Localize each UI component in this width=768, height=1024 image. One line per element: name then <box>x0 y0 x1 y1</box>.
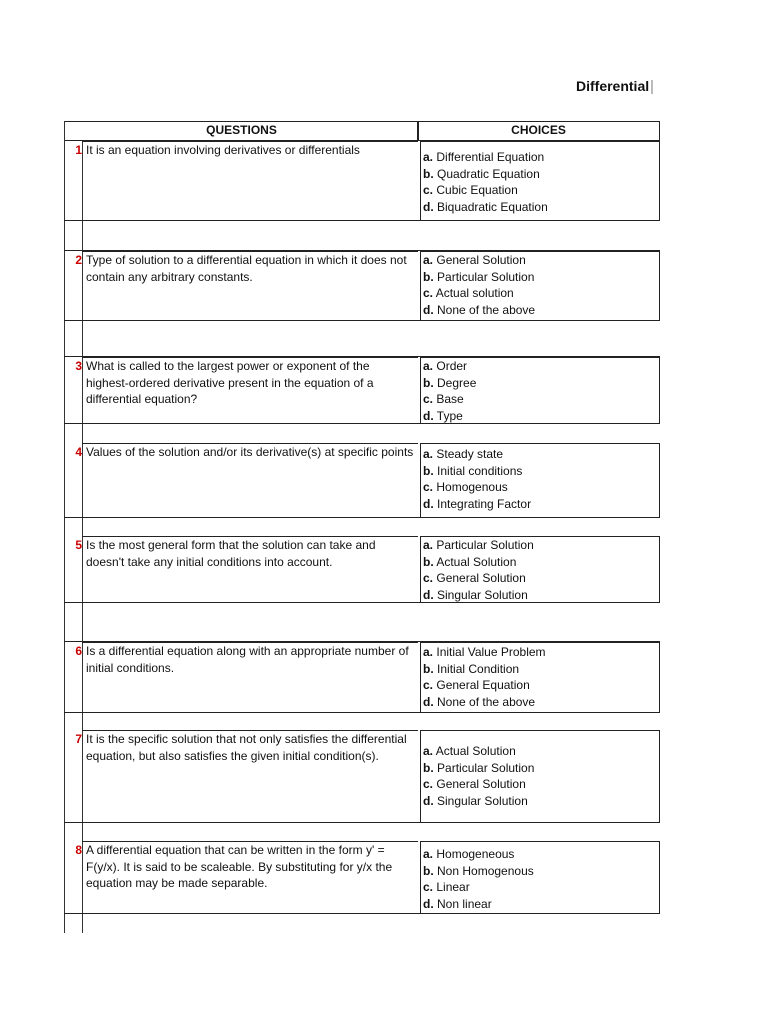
choice-letter: c. <box>423 183 434 198</box>
question-number: 2 <box>75 253 82 267</box>
choice-option <box>423 391 659 408</box>
choice-text: None of the above <box>437 694 536 709</box>
choice-text: Homogenous <box>436 480 508 495</box>
choice-text: General Solution <box>436 571 526 586</box>
spacer-row-border <box>64 641 660 642</box>
choice-letter: d. <box>423 793 434 808</box>
choice-text: Non linear <box>437 896 492 911</box>
choice-text: Singular Solution <box>437 587 528 602</box>
question-text: What is called to the largest power or exponent of the highest-ordered derivative present in the equation of a differential equation? <box>86 359 374 406</box>
choice-text: Non Homogenous <box>437 863 534 878</box>
choice-letter: b. <box>423 863 434 878</box>
choices-box <box>420 251 660 321</box>
question-text: It is the specific solution that not only satisfies the differential equation, but also satisfies the given initial condition(s). <box>86 732 407 763</box>
choice-letter: d. <box>423 199 434 214</box>
choice-letter: b. <box>423 760 434 775</box>
choice-letter: a. <box>423 847 434 861</box>
choice-letter: a. <box>423 253 434 267</box>
choice-letter: c. <box>423 480 434 495</box>
question-number: 3 <box>75 359 82 373</box>
question-item <box>64 141 660 220</box>
table-header <box>64 121 660 141</box>
choice-option <box>423 166 659 183</box>
question-number: 8 <box>75 843 82 857</box>
choice-text: None of the above <box>437 302 536 317</box>
choice-letter: d. <box>423 896 434 911</box>
choice-text: General Equation <box>436 678 530 693</box>
page-title: Differential <box>576 78 660 94</box>
question-item <box>64 536 660 602</box>
choice-option <box>423 537 659 554</box>
choice-letter: c. <box>423 571 434 586</box>
choice-text: General Solution <box>436 253 526 267</box>
choice-option <box>423 446 659 463</box>
choice-option <box>423 743 659 760</box>
choice-letter: d. <box>423 302 434 317</box>
question-number: 6 <box>75 644 82 658</box>
choice-text: Particular Solution <box>436 538 534 552</box>
choice-text: Linear <box>436 880 470 895</box>
choice-letter: b. <box>423 375 434 390</box>
choice-option <box>423 776 659 793</box>
choice-option <box>423 408 659 425</box>
choice-text: Actual Solution <box>435 744 516 758</box>
choice-letter: b. <box>423 554 434 569</box>
question-text: It is an equation involving derivatives or differentials <box>86 143 360 157</box>
choice-letter: a. <box>423 359 434 373</box>
choice-option <box>423 644 659 661</box>
choice-letter: d. <box>423 408 434 423</box>
question-item <box>64 642 660 712</box>
question-item <box>64 251 660 320</box>
choice-letter: c. <box>423 880 434 895</box>
choice-letter: c. <box>423 678 434 693</box>
question-text: Values of the solution and/or its derivative(s) at specific points <box>86 445 414 459</box>
choice-text: Quadratic Equation <box>437 166 540 181</box>
choice-text: Actual solution <box>435 286 514 301</box>
choice-option <box>423 269 659 286</box>
choice-text: Singular Solution <box>437 793 528 808</box>
choice-option <box>423 554 659 571</box>
choice-text: Order <box>436 359 468 373</box>
choice-option <box>423 570 659 587</box>
question-text: Is the most general form that the solution can take and doesn't take any initial conditions into account. <box>86 538 376 569</box>
choice-text: Biquadratic Equation <box>437 199 548 214</box>
choice-option <box>423 694 659 711</box>
choice-option <box>423 677 659 694</box>
choice-option <box>423 252 659 269</box>
choices-box <box>420 841 660 914</box>
choice-option <box>423 846 659 863</box>
choice-option <box>423 760 659 777</box>
choice-letter: d. <box>423 587 434 602</box>
choice-option <box>423 149 659 166</box>
question-number: 5 <box>75 538 82 552</box>
choice-option <box>423 182 659 199</box>
question-number: 7 <box>75 732 82 746</box>
choice-letter: a. <box>423 538 434 552</box>
choice-letter: b. <box>423 269 434 284</box>
choices-header: CHOICES <box>417 121 660 141</box>
spacer-row-border <box>64 356 660 357</box>
choice-text: Initial Value Problem <box>436 645 546 659</box>
question-item <box>64 730 660 822</box>
choice-text: Actual Solution <box>436 554 517 569</box>
choice-option <box>423 463 659 480</box>
choice-letter: a. <box>423 150 434 164</box>
choice-text: Particular Solution <box>437 760 535 775</box>
choice-option <box>423 661 659 678</box>
choices-box <box>420 730 660 823</box>
choice-option <box>423 896 659 913</box>
choice-option <box>423 358 659 375</box>
question-text: A differential equation that can be written in the form y' = F(y/x). It is said to be scaleable. By substituting for y/x the equation may be made separable. <box>86 843 393 890</box>
choice-letter: b. <box>423 166 434 181</box>
choice-text: Steady state <box>436 447 504 461</box>
choice-letter: d. <box>423 496 434 511</box>
choices-box <box>420 642 660 713</box>
question-item <box>64 841 660 913</box>
question-number: 1 <box>75 143 82 157</box>
choices-box <box>420 141 660 221</box>
question-item <box>64 443 660 517</box>
choice-text: General Solution <box>436 777 526 792</box>
choice-option <box>423 479 659 496</box>
questions-header: QUESTIONS <box>64 121 419 141</box>
choice-text: Homogeneous <box>436 847 515 861</box>
choice-letter: a. <box>423 744 434 758</box>
choice-option <box>423 587 659 604</box>
choice-option <box>423 285 659 302</box>
choice-letter: b. <box>423 463 434 478</box>
spacer-row-border <box>64 250 660 251</box>
choices-box <box>420 357 660 424</box>
choice-option <box>423 375 659 392</box>
choice-option <box>423 793 659 810</box>
choices-box <box>420 443 660 518</box>
choice-text: Base <box>436 392 464 407</box>
choice-letter: c. <box>423 392 434 407</box>
choice-option <box>423 879 659 896</box>
choice-text: Type <box>436 408 463 423</box>
choice-letter: a. <box>423 447 434 461</box>
question-number: 4 <box>75 445 82 459</box>
choices-box <box>420 536 660 603</box>
choice-text: Cubic Equation <box>436 183 518 198</box>
choice-option <box>423 302 659 319</box>
choice-letter: a. <box>423 645 434 659</box>
choice-text: Differential Equation <box>436 150 545 164</box>
choice-option <box>423 199 659 216</box>
choice-text: Initial Condition <box>437 661 520 676</box>
choice-letter: b. <box>423 661 434 676</box>
question-text: Is a differential equation along with an appropriate number of initial conditions. <box>86 644 409 675</box>
choice-text: Initial conditions <box>437 463 523 478</box>
choice-option <box>423 496 659 513</box>
choice-text: Integrating Factor <box>437 496 532 511</box>
question-text: Type of solution to a differential equation in which it does not contain any arbitrary constants. <box>86 253 407 284</box>
choice-option <box>423 863 659 880</box>
choice-letter: d. <box>423 694 434 709</box>
question-item <box>64 357 660 423</box>
choice-letter: c. <box>423 286 434 301</box>
choice-text: Particular Solution <box>437 269 535 284</box>
choice-text: Degree <box>437 375 477 390</box>
choice-letter: c. <box>423 777 434 792</box>
